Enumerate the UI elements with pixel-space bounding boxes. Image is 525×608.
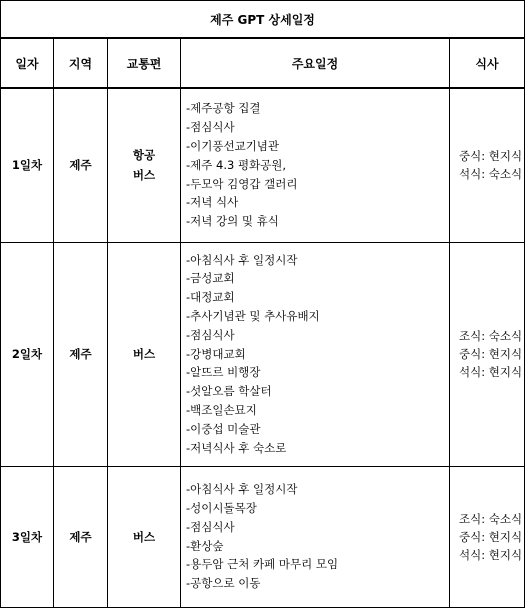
title-row xyxy=(1,1,525,39)
header-day: 일자 xyxy=(1,38,54,88)
header-region: 지역 xyxy=(54,38,108,88)
schedule-item: -제주공항 집결 xyxy=(186,101,261,116)
transport-cell xyxy=(108,242,181,466)
schedule-cell xyxy=(181,88,450,242)
meal-item: 조식: 숙소식 xyxy=(459,329,523,343)
header-transport: 교통편 xyxy=(108,38,181,88)
header-row xyxy=(1,38,525,88)
schedule-item: -성이시돌목장 xyxy=(186,500,257,515)
schedule-item: -저녁 강의 및 휴식 xyxy=(186,214,279,229)
schedule-item: -저녁식사 후 숙소로 xyxy=(186,440,287,455)
transport-cell xyxy=(108,88,181,242)
schedule-item: -점심식사 xyxy=(186,327,235,342)
day-cell: 3일차 xyxy=(1,466,54,607)
schedule-item: -추사기념관 및 추사유배지 xyxy=(186,309,320,323)
schedule-item: -아침식사 후 일정시작 xyxy=(186,252,298,267)
table-row-day2 xyxy=(1,242,525,466)
schedule-item: -공항으로 이동 xyxy=(186,576,261,591)
header-schedule: 주요일정 xyxy=(181,38,450,88)
transport-line: 버스 xyxy=(132,168,156,183)
schedule-item: -아침식사 후 일정시작 xyxy=(186,482,298,497)
meals-cell xyxy=(450,242,525,466)
transport-cell xyxy=(108,466,181,607)
schedule-item: -금성교회 xyxy=(186,271,235,286)
schedule-item: -제주 4.3 평화공원, xyxy=(186,157,287,172)
day-cell: 1일차 xyxy=(1,88,54,242)
table-row-day1 xyxy=(1,88,525,242)
meal-item: 중식: 현지식 xyxy=(459,347,523,361)
meal-item: 중식: 현지식 xyxy=(459,149,523,164)
schedule-item: -용두암 근처 카페 마무리 모임 xyxy=(186,557,339,572)
transport-line: 버스 xyxy=(132,347,156,361)
region-cell: 제주 xyxy=(54,466,108,607)
schedule-item: -점심식사 xyxy=(186,519,235,534)
meal-item: 조식: 숙소식 xyxy=(459,511,523,526)
region-cell: 제주 xyxy=(54,88,108,242)
schedule-item: -대정교회 xyxy=(186,290,235,305)
schedule-item: -섯알오름 학살터 xyxy=(186,384,272,399)
meal-item: 석식: 현지식 xyxy=(459,365,523,379)
schedule-item: -두모악 김영갑 갤러리 xyxy=(186,176,298,191)
schedule-cell xyxy=(181,466,450,607)
schedule-item: -저녁 식사 xyxy=(186,195,239,210)
schedule-item: -알뜨르 비행장 xyxy=(186,365,261,380)
meal-item: 석식: 현지식 xyxy=(459,547,523,562)
meals-cell xyxy=(450,466,525,607)
schedule-item: -점심식사 xyxy=(186,120,235,135)
schedule-item: -환상숲 xyxy=(186,538,224,553)
schedule-item: -백조일손묘지 xyxy=(186,402,257,417)
meal-item: 석식: 숙소식 xyxy=(459,167,523,182)
schedule-item: -강병대교회 xyxy=(186,346,246,361)
table-title: 제주 GPT 상세일정 xyxy=(1,1,525,39)
schedule-item: -이중섭 미술관 xyxy=(186,421,261,436)
table-row-day3 xyxy=(1,466,525,607)
meal-item: 중식: 현지식 xyxy=(459,529,523,544)
region-cell: 제주 xyxy=(54,242,108,466)
header-meals: 식사 xyxy=(450,38,525,88)
schedule-item: -이기풍선교기념관 xyxy=(186,139,280,154)
day-cell: 2일차 xyxy=(1,242,54,466)
meals-cell xyxy=(450,88,525,242)
transport-line: 항공 xyxy=(132,148,156,163)
transport-line: 버스 xyxy=(132,529,156,544)
schedule-cell xyxy=(181,242,450,466)
